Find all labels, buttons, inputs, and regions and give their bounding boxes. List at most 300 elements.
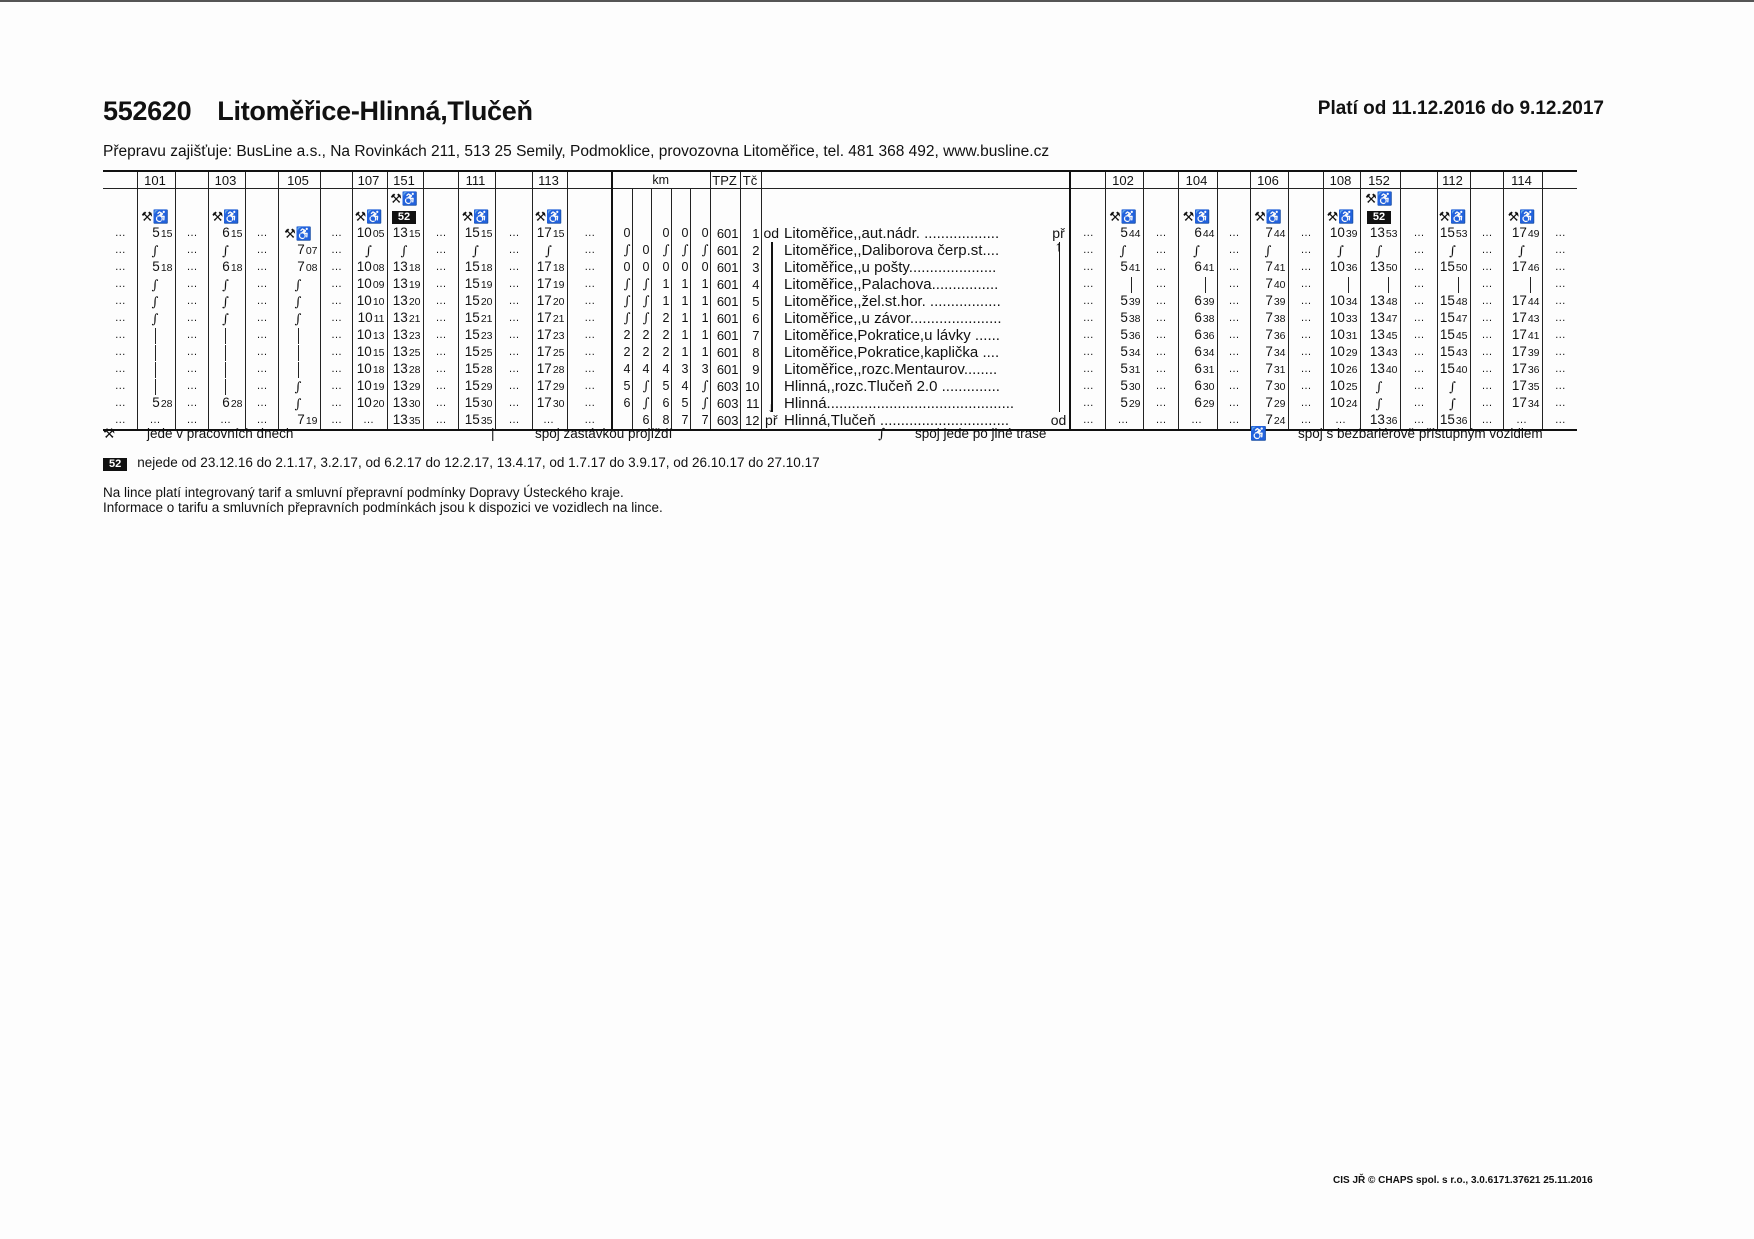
hour: 13 <box>1369 327 1385 342</box>
hour: 15 <box>464 327 480 342</box>
return-trip-114-symbols: ⚒♿ <box>1503 207 1542 225</box>
dots-cell: … <box>435 295 446 307</box>
dots-cell: … <box>1481 261 1492 273</box>
diverted-icon: ∫ <box>151 311 159 327</box>
direction-down <box>761 276 781 293</box>
hour: 13 <box>392 344 408 359</box>
stop-name <box>781 189 1048 208</box>
outbound-trip-107-time: … <box>352 412 387 430</box>
dots-cell: … <box>1554 363 1565 375</box>
outbound-trip-107-time <box>352 361 387 378</box>
tpz-zone: 601 <box>710 225 740 242</box>
tpz-zone: 601 <box>710 242 740 259</box>
outbound-trip-105-time <box>278 378 320 395</box>
minute: 49 <box>1527 228 1540 240</box>
minute: 05 <box>372 228 385 240</box>
operator-info: Přepravu zajišťuje: BusLine a.s., Na Rovinkách 211, 513 25 Semily, Podmoklice, provozovna Litoměřice, tel. 481 368 492, www.busline.cz <box>103 143 1050 160</box>
dots-cell: … <box>508 261 519 273</box>
hour: 5 <box>1120 259 1128 274</box>
tariff-info-line: Informace o tarifu a smluvních přepravních podmínkách jsou k dispozici ve vozidlech na lince. <box>103 500 663 515</box>
hour: 7 <box>1265 225 1273 240</box>
dots-cell: … <box>508 363 519 375</box>
km-cell: 0 <box>690 225 710 242</box>
symbol-row <box>103 189 1577 208</box>
dots-cell: … <box>1300 312 1311 324</box>
return-trip-104-number: 104 <box>1178 171 1217 189</box>
hour: 15 <box>464 361 480 376</box>
hour: 7 <box>1265 344 1273 359</box>
hour: 7 <box>1265 395 1273 410</box>
minute: 18 <box>230 262 243 274</box>
minute: 33 <box>1345 313 1358 325</box>
dots-cell: … <box>435 227 446 239</box>
up-arrow-icon <box>1059 276 1061 293</box>
hour: 5 <box>1120 344 1128 359</box>
legend-wheelchair-text: spoj s bezbariérově přístupným vozidlem <box>1298 426 1543 441</box>
hour: 7 <box>297 242 305 257</box>
return-trip-106-time <box>1250 225 1288 242</box>
dots-cell: … <box>1155 380 1166 392</box>
stop-number: 3 <box>740 259 761 276</box>
hour: 6 <box>1194 395 1202 410</box>
return-trip-108-time <box>1323 276 1360 293</box>
outbound-trip-113-symbols <box>532 189 567 208</box>
line-number: 552620 <box>103 96 192 126</box>
tpz-zone: 601 <box>710 310 740 327</box>
dots-cell: … <box>331 414 341 426</box>
dots-cell: … <box>1070 225 1105 242</box>
minute: 18 <box>552 262 565 274</box>
hour: 15 <box>1439 412 1455 427</box>
minute: 28 <box>160 398 173 410</box>
diverted-icon: ∫ <box>1119 243 1127 259</box>
hour: 10 <box>1329 344 1345 359</box>
return-trip-106-time <box>1250 259 1288 276</box>
dots-cell: … <box>1413 346 1424 358</box>
outbound-trip-101-symbols <box>137 189 175 208</box>
dots-cell: … <box>186 295 197 307</box>
minute: 36 <box>1527 364 1540 376</box>
stop-number: 12 <box>740 412 761 430</box>
hour: 17 <box>536 395 552 410</box>
return-trip-108-time <box>1323 293 1360 310</box>
return-trip-102-time: … <box>1105 412 1143 430</box>
workdays-icon: ⚒ <box>103 426 116 441</box>
direction-up <box>1048 276 1070 293</box>
dots-cell: … <box>114 278 125 290</box>
minute: 31 <box>1345 330 1358 342</box>
dots-cell: … <box>1554 397 1565 409</box>
dots-cell <box>1143 189 1178 208</box>
return-trip-106-time <box>1250 344 1288 361</box>
minute: 23 <box>408 330 421 342</box>
return-trip-102-time <box>1105 395 1143 412</box>
minute: 39 <box>1273 296 1286 308</box>
diverted-icon: ∫ <box>222 243 229 259</box>
direction-up <box>1048 242 1070 259</box>
note-badge: 52 <box>103 458 127 471</box>
dots-cell: … <box>435 261 446 273</box>
outbound-trip-113-time <box>532 344 567 361</box>
hour: 6 <box>1194 378 1202 393</box>
legend <box>103 424 1583 444</box>
km-cell <box>612 242 632 259</box>
return-trip-102-time <box>1105 378 1143 395</box>
dots-cell: … <box>1155 312 1166 324</box>
hour: 17 <box>536 225 552 240</box>
diverted-icon: ∫ <box>222 311 229 327</box>
outbound-trip-113-time: … <box>532 412 567 430</box>
passes-line <box>225 328 226 344</box>
hour: 15 <box>464 293 480 308</box>
stop-name: Litoměřice,,Daliborova čerp.st.... <box>784 242 1000 259</box>
km-cell: 2 <box>632 344 651 361</box>
legend-diverted-text: spoj jede po jiné trase <box>915 426 1047 441</box>
hour: 13 <box>1369 225 1385 240</box>
hour: 13 <box>392 378 408 393</box>
hour: 15 <box>464 276 480 291</box>
minute: 43 <box>1455 347 1468 359</box>
minute: 41 <box>1527 330 1540 342</box>
dots-cell: … <box>1300 414 1311 426</box>
minute: 34 <box>1273 347 1286 359</box>
outbound-trip-111-time <box>458 344 495 361</box>
outbound-trip-105-time <box>278 293 320 310</box>
outbound-trip-103-symbols <box>208 189 245 208</box>
dots-cell: … <box>256 397 267 409</box>
dots-cell: … <box>1070 344 1105 361</box>
return-trip-102-symbols <box>1105 189 1143 208</box>
restriction-badge: 52 <box>1367 211 1391 224</box>
hour: 15 <box>1439 225 1455 240</box>
diverted-icon: ∫ <box>701 243 709 258</box>
direction-up <box>1048 361 1070 378</box>
scan-edge <box>0 0 1754 2</box>
dots-cell <box>423 189 458 208</box>
hour: 15 <box>464 395 480 410</box>
dots-cell: … <box>1300 227 1311 239</box>
outbound-trip-151-time <box>387 327 423 344</box>
outbound-trip-107-time <box>352 259 387 276</box>
km-cell: 3 <box>690 361 710 378</box>
minute: 21 <box>408 313 421 325</box>
outbound-trip-151-time <box>387 344 423 361</box>
dots-cell: … <box>114 244 125 256</box>
outbound-trip-105-time <box>278 276 320 293</box>
passes-line <box>155 328 156 344</box>
dots-cell: … <box>1228 312 1239 324</box>
dots-cell: … <box>256 363 267 375</box>
return-trip-152-time <box>1360 395 1400 412</box>
outbound-trip-103-number: 103 <box>208 171 245 189</box>
passes-line <box>1458 277 1459 293</box>
dots-cell: … <box>1481 295 1492 307</box>
minute: 19 <box>552 279 565 291</box>
dots-cell: … <box>186 278 197 290</box>
return-trip-104-time <box>1178 242 1217 259</box>
hour: 15 <box>1439 259 1455 274</box>
hour: 7 <box>1265 378 1273 393</box>
direction-down <box>761 361 781 378</box>
passes-icon: | <box>491 426 495 441</box>
minute: 41 <box>1273 262 1286 274</box>
diverted-icon: ∫ <box>472 243 479 259</box>
dots-cell: … <box>1155 414 1166 426</box>
return-trip-108-time <box>1323 242 1360 259</box>
dots-cell: … <box>114 227 125 239</box>
return-trip-102-time <box>1105 276 1143 293</box>
outbound-trip-107-symbols: ⚒♿ <box>352 207 387 225</box>
return-trip-112-symbols: ⚒♿ <box>1437 207 1470 225</box>
minute: 35 <box>1527 381 1540 393</box>
dots-cell: … <box>1070 276 1105 293</box>
dots-cell <box>1217 171 1250 189</box>
diverted-icon: ∫ <box>642 379 650 394</box>
km-cell <box>612 189 632 208</box>
hour: 15 <box>464 412 480 427</box>
return-trip-112-time <box>1437 310 1470 327</box>
diverted-icon: ∫ <box>662 243 670 258</box>
dots-cell: … <box>584 261 595 273</box>
stop-number: 5 <box>740 293 761 310</box>
outbound-trip-113-time <box>532 361 567 378</box>
minute: 30 <box>1128 381 1141 393</box>
hour: 6 <box>1194 293 1202 308</box>
outbound-trip-113-time <box>532 293 567 310</box>
minute: 15 <box>480 228 493 240</box>
route-name: Litoměřice-Hlinná,Tlučeň <box>217 96 533 126</box>
dots-cell: … <box>1155 227 1166 239</box>
stop-row <box>103 327 1577 344</box>
minute: 45 <box>1455 330 1468 342</box>
tpz-zone <box>710 189 740 208</box>
direction-down: př <box>765 412 778 428</box>
hour: 5 <box>1120 225 1128 240</box>
down-arrow-icon: ↓ <box>767 399 775 412</box>
minute: 29 <box>1202 398 1215 410</box>
return-trip-106-symbols: ⚒♿ <box>1250 207 1288 225</box>
down-arrow-icon <box>771 242 773 259</box>
dots-cell: … <box>1481 278 1492 290</box>
outbound-trip-105-time <box>278 259 320 276</box>
km-cell <box>651 207 671 225</box>
dots-cell: … <box>1413 414 1424 426</box>
return-trip-114-time <box>1503 395 1542 412</box>
passes-line <box>155 379 156 395</box>
hour: 13 <box>1369 259 1385 274</box>
outbound-trip-151-symbols <box>387 207 423 225</box>
passes-line <box>298 328 299 344</box>
dots-cell: … <box>1228 244 1239 256</box>
dots-cell: … <box>1300 380 1311 392</box>
hour: 5 <box>1120 378 1128 393</box>
hour: 5 <box>1120 293 1128 308</box>
stop-name <box>781 207 1048 225</box>
diverted-icon: ∫ <box>623 294 631 309</box>
return-trip-104-time <box>1178 310 1217 327</box>
dots-cell: … <box>584 278 595 290</box>
minute: 23 <box>552 330 565 342</box>
dots-cell <box>1400 189 1437 208</box>
return-trip-102-time <box>1105 327 1143 344</box>
hour: 13 <box>392 293 408 308</box>
dots-cell: … <box>435 414 446 426</box>
dots-cell: … <box>584 346 595 358</box>
minute: 46 <box>1527 262 1540 274</box>
hour: 10 <box>356 276 372 291</box>
minute: 43 <box>1385 347 1398 359</box>
dots-cell: … <box>1070 310 1105 327</box>
return-trip-106-time <box>1250 395 1288 412</box>
up-arrow-icon <box>1059 259 1061 276</box>
return-trip-108-time <box>1323 378 1360 395</box>
dots-cell: … <box>1070 361 1105 378</box>
return-trip-102-time <box>1105 225 1143 242</box>
return-trip-152-time <box>1360 310 1400 327</box>
direction-up <box>1048 344 1070 361</box>
direction-up <box>1048 259 1070 276</box>
hour: 13 <box>392 259 408 274</box>
km-cell <box>632 276 651 293</box>
km-cell: 2 <box>651 310 671 327</box>
return-trip-108-symbols <box>1323 189 1360 208</box>
return-trip-106-time <box>1250 242 1288 259</box>
dots-cell <box>103 171 137 189</box>
hour: 10 <box>356 344 372 359</box>
outbound-trip-103-time <box>208 293 245 310</box>
km-cell: 0 <box>651 225 671 242</box>
return-trip-108-time <box>1323 225 1360 242</box>
dots-cell <box>103 189 137 208</box>
symbol-row <box>103 207 1577 225</box>
km-cell: 2 <box>651 327 671 344</box>
return-trip-108-time <box>1323 361 1360 378</box>
km-cell: 1 <box>690 310 710 327</box>
hour: 15 <box>464 378 480 393</box>
hour: 15 <box>1439 344 1455 359</box>
passes-line <box>1530 277 1531 293</box>
km-cell <box>690 189 710 208</box>
stop-name: Litoměřice,Pokratice,u lávky ...... <box>784 327 1000 344</box>
return-trip-108-time: … <box>1323 412 1360 430</box>
dots-cell: … <box>1413 312 1424 324</box>
hour: 17 <box>536 276 552 291</box>
direction-down <box>761 189 781 208</box>
minute: 25 <box>408 347 421 359</box>
diverted-icon: ∫ <box>294 396 302 412</box>
dots-cell <box>423 207 458 225</box>
km-cell: 5 <box>671 395 690 412</box>
dots-cell: … <box>1228 346 1239 358</box>
dots-cell: … <box>584 312 595 324</box>
return-trip-152-time <box>1360 242 1400 259</box>
dots-cell: … <box>331 363 341 375</box>
diverted-icon: ∫ <box>1375 243 1383 259</box>
tpz-zone: 601 <box>710 276 740 293</box>
stop-name: Litoměřice,,u pošty..................... <box>784 259 997 276</box>
km-cell: 6 <box>651 395 671 412</box>
km-cell: 1 <box>651 276 671 293</box>
outbound-trip-107-time <box>352 276 387 293</box>
passes-line <box>155 362 156 378</box>
tpz-zone: 601 <box>710 361 740 378</box>
down-arrow-icon <box>771 276 773 293</box>
hour: 17 <box>536 310 552 325</box>
minute: 18 <box>408 262 421 274</box>
minute: 34 <box>1202 347 1215 359</box>
return-trip-114-number: 114 <box>1503 171 1542 189</box>
km-cell: 7 <box>671 412 690 430</box>
minute: 08 <box>372 262 385 274</box>
outbound-trip-151-time <box>387 276 423 293</box>
dots-cell: … <box>1481 346 1492 358</box>
dots-cell: … <box>331 329 341 341</box>
dots-cell: … <box>186 414 197 426</box>
minute: 50 <box>1385 262 1398 274</box>
tpz-zone: 603 <box>710 412 740 430</box>
minute: 29 <box>1128 398 1141 410</box>
hour: 7 <box>1265 361 1273 376</box>
minute: 44 <box>1527 296 1540 308</box>
hour: 13 <box>392 361 408 376</box>
stop-number: 2 <box>740 242 761 259</box>
dots-cell: … <box>1481 380 1492 392</box>
km-header: km <box>612 171 710 189</box>
dots-cell: … <box>114 380 125 392</box>
km-cell <box>632 378 651 395</box>
stop-number: 6 <box>740 310 761 327</box>
stop-row <box>103 344 1577 361</box>
diverted-icon: ∫ <box>294 277 302 293</box>
minute: 19 <box>372 381 385 393</box>
outbound-trip-101-time: … <box>137 412 175 430</box>
outbound-trip-105-symbols <box>278 207 320 225</box>
passes-line <box>155 345 156 361</box>
outbound-trip-107-time <box>352 242 387 259</box>
stop-row <box>103 310 1577 327</box>
dots-cell: … <box>1481 312 1492 324</box>
km-cell <box>612 207 632 225</box>
hour: 15 <box>464 310 480 325</box>
return-trip-112-number: 112 <box>1437 171 1470 189</box>
km-cell: 4 <box>651 361 671 378</box>
stop-name: Hlinná............................................. <box>784 395 1015 412</box>
dots-cell: … <box>1155 363 1166 375</box>
outbound-trip-103-time: … <box>208 412 245 430</box>
outbound-trip-101-time <box>137 242 175 259</box>
direction-down <box>761 378 781 395</box>
minute: 35 <box>408 415 421 427</box>
dots-cell <box>1542 207 1577 225</box>
diverted-icon: ∫ <box>400 243 408 259</box>
dots-cell: … <box>331 244 341 256</box>
dots-cell: … <box>1413 227 1424 239</box>
km-cell: 0 <box>632 259 651 276</box>
outbound-trip-111-time <box>458 259 495 276</box>
stop-row <box>103 225 1577 242</box>
outbound-trip-113-time <box>532 327 567 344</box>
stop-name: Litoměřice,,aut.nádr. .................. <box>784 225 1000 242</box>
hour: 5 <box>152 225 160 240</box>
dots-cell: … <box>435 380 446 392</box>
timetable <box>103 170 1577 431</box>
passes-line <box>1388 277 1389 293</box>
direction-down <box>761 310 781 327</box>
down-arrow-icon <box>771 378 773 395</box>
outbound-trip-103-time <box>208 344 245 361</box>
km-cell: 0 <box>690 259 710 276</box>
hour: 15 <box>1439 327 1455 342</box>
